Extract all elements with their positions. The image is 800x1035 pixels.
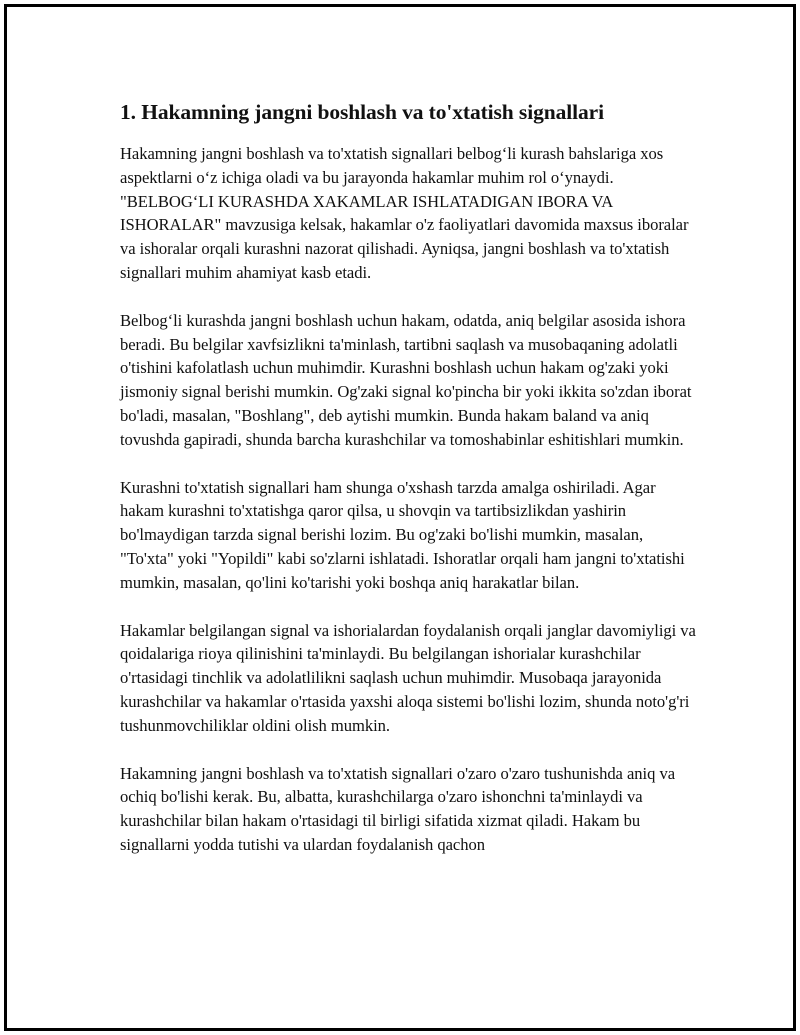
section-heading: 1. Hakamning jangni boshlash va to'xtatish signallari — [120, 100, 604, 124]
document-page — [4, 4, 796, 1031]
paragraph-1: Hakamning jangni boshlash va to'xtatish signallari belbog‘li kurash bahslariga xos aspektlarni o‘z ichiga oladi va bu jarayonda hakamlar muhim rol o‘ynaydi. "BELBOG‘LI KURASHDA XAKAMLAR ISHLATADIGAN IBORA VA ISHORALAR" mavzusiga kelsak, hakamlar o'z faoliyatlari davomida maxsus iboralar va ishoralar orqali kurashni nazorat qilishadi. Ayniqsa, jangni boshlash va to'xtatish signallari muhim ahamiyat kasb etadi. — [120, 144, 689, 282]
paragraph-2: Belbog‘li kurashda jangni boshlash uchun hakam, odatda, aniq belgilar asosida ishora beradi. Bu belgilar xavfsizlikni ta'minlash, tartibni saqlash va musobaqaning adolatli o'tishini kafolatlash uchun muhimdir. Kurashni boshlash uchun hakam og'zaki yoki jismoniy signal berishi mumkin. Og'zaki signal ko'pincha bir yoki ikkita so'zdan iborat bo'ladi, masalan, "Boshlang", deb aytishi mumkin. Bunda hakam baland va aniq tovushda gapiradi, shunda barcha kurashchilar va tomoshabinlar eshitishlari mumkin. — [120, 310, 692, 449]
document-content — [120, 97, 700, 881]
paragraph-4: Hakamlar belgilangan signal va ishorialardan foydalanish orqali janglar davomiyligi va qoidalariga rioya qilinishini ta'minlaydi. Bu belgilangan ishorialar kurashchilar o'rtasidagi tinchlik va adolatlilikni saqlash uchun muhimdir. Musobaqa jarayonida kurashchilar va hakamlar o'rtasida yaxshi aloqa sistemi bo'lishi lozim, shunda noto'g'ri tushunmovchiliklar oldini olish mumkin. — [120, 620, 696, 735]
paragraph-5: Hakamning jangni boshlash va to'xtatish signallari o'zaro o'zaro tushunishda aniq va ochiq bo'lishi kerak. Bu, albatta, kurashchilarga o'zaro ishonchni ta'minlaydi va kurashchilar bilan hakam o'rtasidagi til birligi sifatida xizmat qiladi. Hakam bu signallarni yodda tutishi va ulardan foydalanish qachon — [120, 763, 676, 854]
paragraph-3: Kurashni to'xtatish signallari ham shunga o'xshash tarzda amalga oshiriladi. Agar hakam kurashni to'xtatishga qaror qilsa, u shovqin va tartibsizlikdan yashirin bo'lmaydigan tarzda signal berishi lozim. Bu og'zaki bo'lishi mumkin, masalan, "To'xta" yoki "Yopildi" kabi so'zlarni ishlatadi. Ishoratlar orqali ham jangni to'xtatishi mumkin, masalan, qo'lini ko'tarishi yoki boshqa aniq harakatlar bilan. — [120, 477, 685, 592]
